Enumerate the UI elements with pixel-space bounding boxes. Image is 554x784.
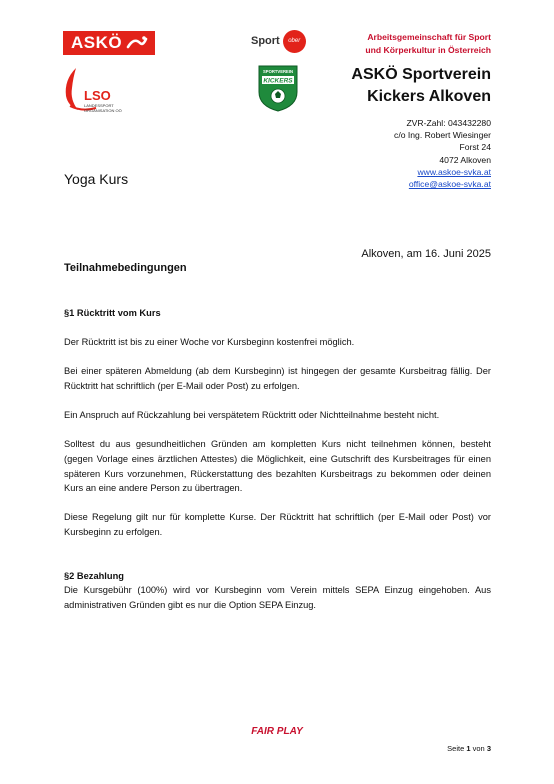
page-current: 1	[466, 744, 471, 753]
askoe-swoosh-icon	[126, 35, 148, 51]
page-total: 3	[486, 744, 491, 753]
website-link[interactable]: www.askoe-svka.at	[417, 166, 491, 177]
page-number	[447, 744, 491, 753]
section-1-paragraph-4: Solltest du aus gesundheitlichen Gründen am kompletten Kurs nicht teilnehmen können, besteht (gegen Vorlage eines ärztlichen Attestes) die Möglichkeit, eine Gutschrift des Kursbeitrages für einen späteren Kurs vorzunehmen, Rückerstattung des bezahlten Kursbeitrags zu bekommen oder deinen Kurs an eine andere Person zu übertragen.	[64, 439, 491, 494]
crest-main-text: KICKERS	[263, 77, 293, 85]
contact-street: Forst 24	[459, 142, 491, 153]
sport-ober-logo	[251, 29, 306, 53]
lso-sub-2: ORGANISATION OÖ	[84, 108, 122, 113]
date-line: Alkoven, am 16. Juni 2025	[361, 248, 491, 260]
club-title	[351, 64, 491, 108]
contact-city: 4072 Alkoven	[439, 154, 491, 165]
club-crest-icon	[257, 64, 299, 112]
lso-sub-1: LANDESSPORT	[84, 103, 114, 108]
section-1-heading: §1 Rücktritt vom Kurs	[64, 308, 161, 318]
section-1-paragraph-1: Der Rücktritt ist bis zu einer Woche vor Kursbeginn kostenfrei möglich.	[64, 337, 355, 348]
fair-play-footer: FAIR PLAY	[251, 726, 303, 737]
section-1-paragraph-2: Bei einer späteren Abmeldung (ab dem Kursbeginn) ist hingegen der gesamte Kursbeitrag fällig. Der Rücktritt hat schriftlich (per E-Mail oder Post) zu erfolgen.	[64, 366, 491, 391]
conditions-heading: Teilnahmebedingungen	[64, 262, 187, 274]
org-line-1: Arbeitsgemeinschaft für Sport	[367, 32, 491, 42]
course-title: Yoga Kurs	[64, 171, 129, 187]
email-link[interactable]: office@askoe-svka.at	[408, 179, 491, 190]
org-header	[365, 31, 491, 57]
club-title-line-1: ASKÖ Sportverein	[351, 66, 491, 83]
contact-block	[394, 117, 491, 190]
kickers-crest	[257, 64, 299, 112]
document-body	[64, 306, 491, 612]
section-1-paragraph-5: Diese Regelung gilt nur für komplette Kurse. Der Rücktritt hat schriftlich (per E-Mail oder Post) vor Kursbeginn zu erfolgen.	[64, 512, 491, 537]
lso-logo	[62, 66, 132, 114]
contact-co: c/o Ing. Robert Wiesinger	[394, 130, 491, 141]
lso-emblem-icon	[62, 66, 132, 114]
club-title-line-2: Kickers Alkoven	[367, 88, 491, 105]
crest-top-text: SPORTVEREIN	[262, 69, 294, 74]
askoe-logo-text: ASKÖ	[71, 33, 123, 52]
page-prefix: Seite	[447, 744, 465, 753]
section-2-paragraph-1: Die Kursgebühr (100%) wird vor Kursbeginn vom Verein mittels SEPA Einzug eingehoben. Aus administrativen Gründen gibt es nur die Option SEPA Einzug.	[64, 585, 491, 610]
zvr-number: ZVR-Zahl: 043432280	[406, 118, 491, 128]
section-1-paragraph-3: Ein Anspruch auf Rückzahlung bei verspätetem Rücktritt oder Nichtteilnahme besteht nicht.	[64, 410, 440, 421]
org-line-2: und Körperkultur in Österreich	[365, 45, 491, 55]
sport-logo-circle: ober	[283, 30, 306, 53]
section-2-heading: §2 Bezahlung	[64, 570, 124, 581]
sport-logo-text: Sport	[251, 35, 280, 47]
lso-logo-text: LSO	[84, 88, 111, 103]
askoe-logo	[63, 31, 155, 55]
page-of: von	[472, 744, 485, 753]
